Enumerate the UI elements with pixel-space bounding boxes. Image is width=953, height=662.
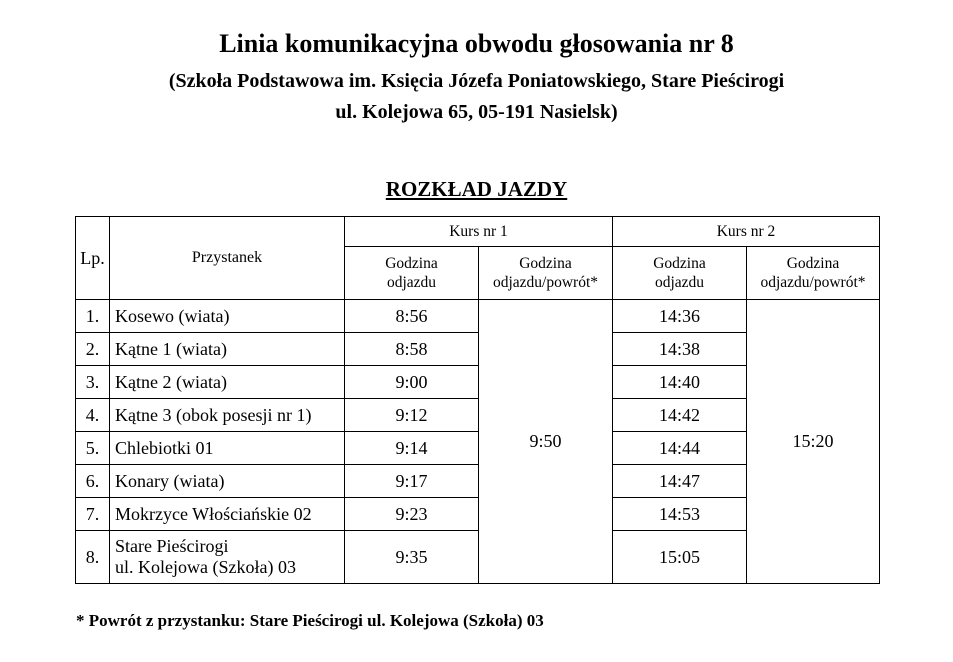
- stop-name: Konary (wiata): [110, 465, 345, 498]
- row-number: 3.: [76, 366, 110, 399]
- stop-name: Kątne 2 (wiata): [110, 366, 345, 399]
- row-number: 1.: [76, 300, 110, 333]
- footnote: * Powrót z przystanku: Stare Pieścirogi ul. Kolejowa (Szkoła) 03: [76, 611, 544, 630]
- header-k2-departure: [613, 247, 747, 300]
- header-text-line: odjazdu: [654, 274, 705, 291]
- schedule-title: ROZKŁAD JAZDY: [385, 177, 568, 201]
- row-number: 5.: [76, 432, 110, 465]
- header-lp: Lp.: [76, 217, 110, 300]
- stop-name-line: Stare Pieścirogi: [115, 536, 229, 556]
- kurs1-departure: 9:23: [345, 498, 479, 531]
- kurs1-departure: 8:56: [345, 300, 479, 333]
- header-kurs-2: Kurs nr 2: [613, 217, 880, 247]
- header-text-line: odjazdu/powrót*: [760, 274, 866, 291]
- header-stop: Przystanek: [110, 217, 345, 300]
- kurs2-departure: 14:47: [613, 465, 747, 498]
- kurs1-departure: 8:58: [345, 333, 479, 366]
- subtitle-address: ul. Kolejowa 65, 05-191 Nasielsk): [335, 101, 618, 123]
- stop-name: Kątne 1 (wiata): [110, 333, 345, 366]
- header-text-line: odjazdu/powrót*: [492, 274, 599, 291]
- schedule-table: [75, 216, 880, 584]
- row-number: 4.: [76, 399, 110, 432]
- kurs2-departure: 14:38: [613, 333, 747, 366]
- header-text-line: Godzina: [519, 255, 572, 272]
- stop-name: [110, 531, 345, 584]
- header-k2-return: [747, 247, 880, 300]
- stop-name: Kosewo (wiata): [110, 300, 345, 333]
- header-text-line: odjazdu: [386, 274, 437, 291]
- page-title: Linia komunikacyjna obwodu głosowania nr 8: [219, 29, 734, 58]
- kurs1-departure: 9:00: [345, 366, 479, 399]
- kurs1-departure: 9:35: [345, 531, 479, 584]
- kurs2-departure: 14:42: [613, 399, 747, 432]
- row-number: 7.: [76, 498, 110, 531]
- table-header-row: [76, 217, 880, 247]
- row-number: 2.: [76, 333, 110, 366]
- kurs2-departure: 14:40: [613, 366, 747, 399]
- stop-name: Kątne 3 (obok posesji nr 1): [110, 399, 345, 432]
- header-kurs-1: Kurs nr 1: [345, 217, 613, 247]
- header-text-line: Godzina: [385, 255, 438, 272]
- stop-name: Mokrzyce Włościańskie 02: [110, 498, 345, 531]
- stop-name-line: ul. Kolejowa (Szkoła) 03: [115, 557, 296, 577]
- kurs2-departure: 15:05: [613, 531, 747, 584]
- header-k1-departure: [345, 247, 479, 300]
- header-text-line: Godzina: [653, 255, 706, 272]
- row-number: 8.: [76, 531, 110, 584]
- header-text-line: Godzina: [786, 255, 840, 272]
- kurs1-departure: 9:14: [345, 432, 479, 465]
- table-row: [76, 300, 880, 333]
- kurs2-departure: 14:53: [613, 498, 747, 531]
- kurs1-departure: 9:17: [345, 465, 479, 498]
- kurs2-departure: 14:36: [613, 300, 747, 333]
- kurs2-return-time: 15:20: [747, 300, 880, 584]
- subtitle-school: (Szkoła Podstawowa im. Księcia Józefa Poniatowskiego, Stare Pieścirogi: [168, 70, 785, 92]
- kurs1-departure: 9:12: [345, 399, 479, 432]
- kurs1-return-time: 9:50: [479, 300, 613, 584]
- header-k1-return: [479, 247, 613, 300]
- row-number: 6.: [76, 465, 110, 498]
- kurs2-departure: 14:44: [613, 432, 747, 465]
- stop-name: Chlebiotki 01: [110, 432, 345, 465]
